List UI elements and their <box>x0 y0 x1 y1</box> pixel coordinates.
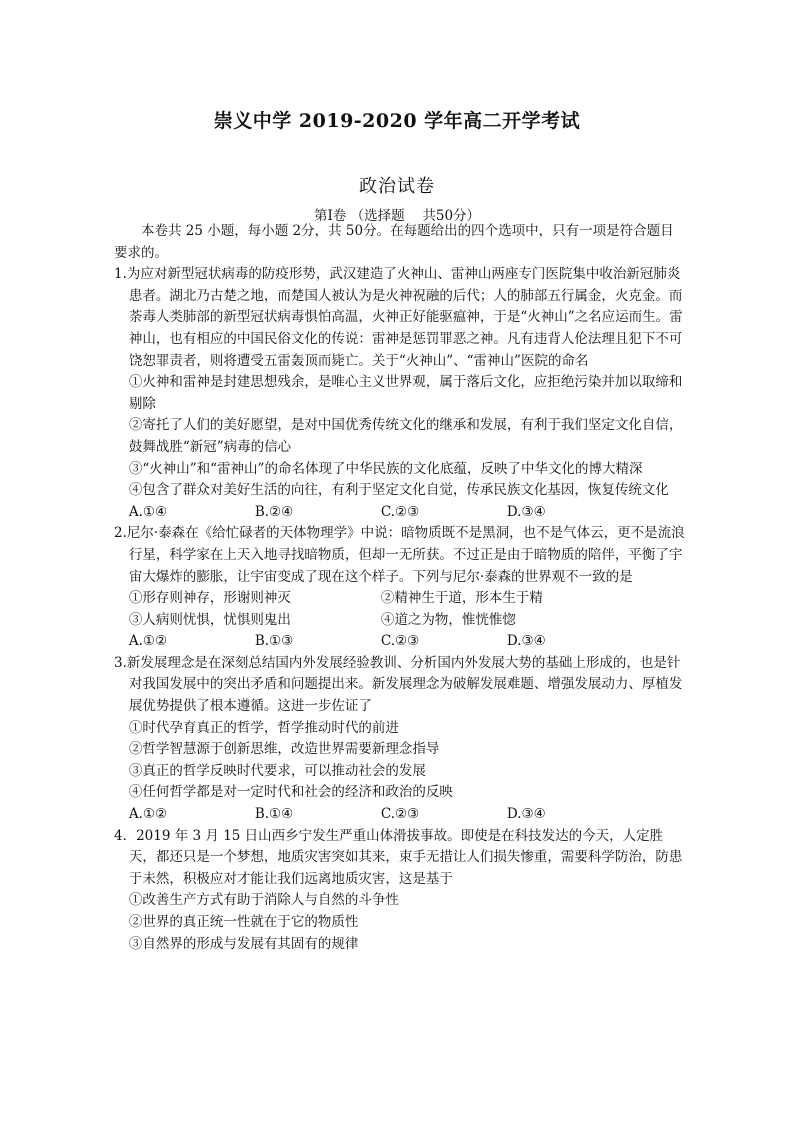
question-2-option: ②精神生于道，形本生于精 <box>380 590 543 607</box>
question-3-option: ①时代孕育真正的哲学，哲学推动时代的前进 <box>128 719 399 736</box>
answer-choice-d: D.③④ <box>506 503 546 520</box>
answer-choice-c: C.②③ <box>380 806 420 823</box>
question-2-stem: 2.尼尔·泰森在《给忙碌者的天体物理学》中说：暗物质既不是黑洞，也不是气体云，更不是流浪行星，科学家在上天入地寻找暗物质，但却一无所获。不过正是由于暗物质的陪伴，平衡了宇宙大爆炸的膨胀，让宇宙变成了现在这个样子。下列与尼尔·泰森的世界观不一致的是 <box>114 525 685 585</box>
question-4-option: ①改善生产方式有助于消除人与自然的斗争性 <box>128 892 399 909</box>
question-1-option: ②寄托了人们的美好愿望，是对中国优秀传统文化的继承和发展，有利于我们坚定文化自信，鼓舞战胜“新冠”病毒的信心 <box>128 417 683 455</box>
question-1-stem: 1.为应对新型冠状病毒的防疫形势，武汉建造了火神山、雷神山两座专门医院集中收治新冠肺炎患者。湖北乃古楚之地，而楚国人被认为是火神祝融的后代；人的肺部五行属金，火克金。而荼毒人类肺部的新型冠状病毒惧怕高温，火神正好能驱瘟神，于是“火神山”之名应运而生。雷神山，也有相应的中国民俗文化的传说：雷神是惩罚罪恶之神。凡有违背人伦法理且犯下不可饶恕罪责者，则将遭受五雷轰顶而毙亡。关于“火神山”、“雷神山”医院的命名 <box>114 266 683 369</box>
question-3-option: ②哲学智慧源于创新思维，改造世界需要新理念指导 <box>128 741 440 758</box>
answer-choice-b: B.①④ <box>254 806 294 823</box>
answer-choice-c: C.②③ <box>380 633 420 650</box>
question-1-answers <box>114 502 686 524</box>
question-2-option: ④道之为物，惟恍惟惚 <box>380 611 516 628</box>
question-3-option: ③真正的哲学反映时代要求，可以推动社会的发展 <box>128 762 426 779</box>
instructions: 本卷共 25 小题，每小题 2分，共 50分。在每题给出的四个选项中，只有一项是符合题目要求的。 <box>114 223 674 261</box>
question-2-option: ③人病则忧惧，忧惧则鬼出 <box>128 611 291 628</box>
question-2-options-row <box>114 588 686 610</box>
answer-choice-c: C.②③ <box>380 503 420 520</box>
question-2-options-row <box>114 610 686 632</box>
question-4-option: ②世界的真正统一性就在于它的物质性 <box>128 914 359 930</box>
answer-choice-d: D.③④ <box>506 633 546 650</box>
question-1-option: ③“火神山”和“雷神山”的命名体现了中华民族的文化底蕴，反映了中华文化的博大精深 <box>128 460 643 477</box>
question-1-option: ④包含了群众对美好生活的向往，有利于坚定文化自觉，传承民族文化基因，恢复传统文化 <box>128 482 669 499</box>
question-3-stem: 3.新发展理念是在深刻总结国内外发展经验教训、分析国内外发展大势的基础上形成的，也是针对我国发展中的突出矛盾和问题提出来。新发展理念为破解发展难题、增强发展动力、厚植发展优势提供了根本遵循。这进一步佐证了 <box>114 654 683 715</box>
answer-choice-b: B.②④ <box>254 503 294 520</box>
question-3-answers <box>114 804 686 826</box>
exam-title: 崇义中学 2019-2020 学年高二开学考试 <box>213 110 581 132</box>
answer-choice-d: D.③④ <box>506 806 546 823</box>
exam-content <box>114 221 686 955</box>
answer-choice-a: A.①② <box>128 633 168 650</box>
subject-title: 政治试卷 <box>359 176 435 197</box>
answer-choice-b: B.①③ <box>254 633 294 650</box>
question-3-option: ④任何哲学都是对一定时代和社会的经济和政治的反映 <box>128 784 453 801</box>
answer-choice-a: A.①② <box>128 806 168 823</box>
question-1-option: ①火神和雷神是封建思想残余，是唯心主义世界观，属于落后文化，应拒绝污染并加以取缔和剔除 <box>128 374 683 412</box>
question-4-option: ③自然界的形成与发展有其固有的规律 <box>128 935 359 952</box>
question-4-stem: 4．2019 年 3 月 15 日山西乡宁发生严重山体滑拔事故。即使是在科技发达的今天，人定胜天，都还只是一个梦想，地质灾害突如其来，束手无措让人们损失惨重，需要科学防治，防患于未然，积极应对才能让我们远离地质灾害，这是基于 <box>114 827 683 887</box>
answer-choice-a: A.①④ <box>128 503 168 520</box>
question-2-answers <box>114 631 686 653</box>
question-2-option: ①形存则神存，形谢则神灭 <box>128 590 291 607</box>
section-heading: 第Ⅰ卷 （选择题 共50分） <box>313 208 481 224</box>
